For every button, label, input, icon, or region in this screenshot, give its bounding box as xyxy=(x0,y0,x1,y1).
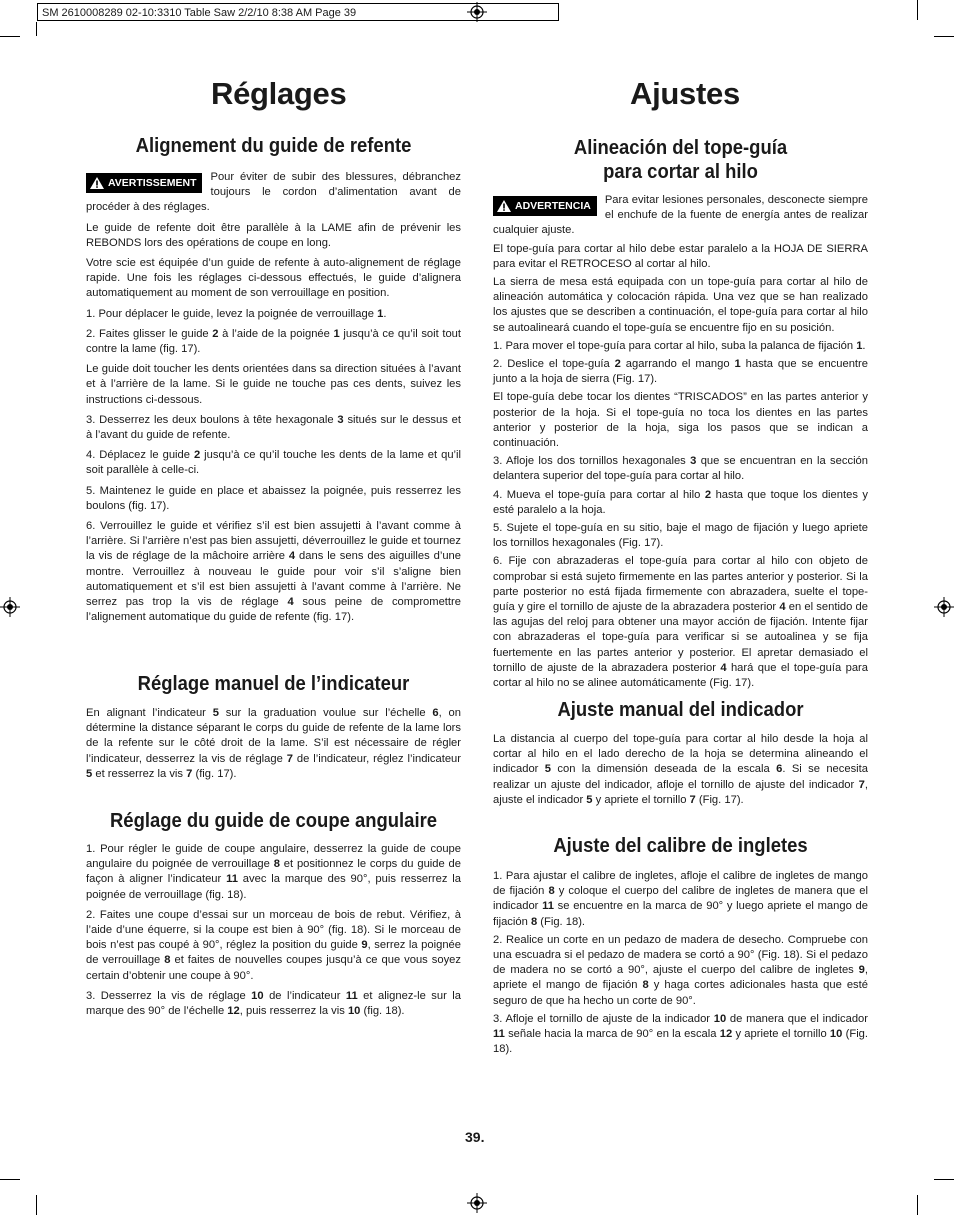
warning-triangle-icon xyxy=(497,200,511,212)
section-heading-fr-2: Réglage manuel de l’indicateur xyxy=(137,672,410,695)
registration-mark-icon xyxy=(467,2,487,22)
section-heading-fr-3: Réglage du guide de coupe angulaire xyxy=(109,809,438,832)
section-body-fr-3 xyxy=(86,842,461,1019)
paragraph: 2. Faites une coupe d’essai sur un morceau de bois de rebut. Vérifiez, à l’aide d’une équerre, si la coupe est bien à 90° (fig. 18). Si le morceau de bois n’est pas coupé à 90°, réglez la position du guide 9, serrez la poignée de verrouillage 8 et faites de nouvelles coupes jusqu’à ce que vous soyez certain d’obtenir une coupe à 90°. xyxy=(86,908,461,982)
registration-mark-icon xyxy=(0,597,20,617)
crop-mark xyxy=(0,1179,20,1180)
paragraph: 4. Déplacez le guide 2 jusqu’à ce qu’il touche les dents de la lame et qu’il soit parallèle à celle-ci. xyxy=(86,449,462,477)
section-body-fr-1 xyxy=(86,170,461,625)
section-body-fr-2 xyxy=(86,706,461,782)
page-title-fr: Réglages xyxy=(211,76,347,111)
print-slug: SM 2610008289 02-10:3310 Table Saw 2/2/10 8:38 AM Page 39 xyxy=(37,3,559,21)
crop-mark xyxy=(934,1179,954,1180)
crop-mark xyxy=(917,0,918,20)
paragraph: Votre scie est équipée d’un guide de refente à auto-alignement de réglage rapide. Une fois les réglages ci-dessous effectués, le guide d’alignera automatiquement au moment de son verrouillage en position. xyxy=(86,257,461,300)
paragraph: 6. Fije con abrazaderas el tope-guía para cortar al hilo con objeto de comprobar si está sujeto firmemente en las partes anterior y posterior. Si la parte posterior no está fijada firmemente con abrazadera, suelte el tope-guía y gire el tornillo de ajuste de la abrazadera posterior 4 en el sentido de las agujas del reloj para obtener una mayor acción de fijación. Intente fijar con abrazaderas el tope-guía para verificar si se autoalinea y se fija fuertemente en las partes anterior y posterior. El apretar demasiado el tornillo de ajuste de la abrazadera posterior 4 hará que el tope-guía para cortar al hilo no se alinee automáticamente (Fig. 17). xyxy=(493,555,869,690)
paragraph: Le guide doit toucher les dents orientées dans sa direction situées à l’avant et à l’arrière de la lame. Si le guide ne touche pas ces dents, suivez les instructions ci-dessous. xyxy=(86,363,461,406)
warning-triangle-icon xyxy=(90,177,104,189)
paragraph: 3. Afloje el tornillo de ajuste de la indicador 10 de manera que el indicador 11 señale hacia la marca de 90° en la escala 12 y apriete el tornillo 10 (Fig. 18). xyxy=(493,1012,869,1056)
crop-mark xyxy=(934,36,954,37)
section-heading-es-2: Ajuste manual del indicador xyxy=(557,698,804,721)
page-number: 39. xyxy=(465,1129,485,1145)
paragraph: 3. Desserrez les deux boulons à tête hexagonale 3 situés sur le dessus et à l’avant du guide de refente. xyxy=(86,413,461,442)
section-body-es-2 xyxy=(493,732,868,808)
paragraph: 4. Mueva el tope-guía para cortar al hilo 2 hasta que toque los dientes y esté paralelo a la hoja. xyxy=(493,488,868,516)
paragraph: El tope-guía debe tocar los dientes “TRISCADOS” en las partes anterior y posterior de la hoja. Si el tope-guía no toca los dientes en las partes anterior y posterior de la hoja, siga los pasos que se indican a continuación. xyxy=(493,391,868,450)
paragraph: 2. Realice un corte en un pedazo de madera de desecho. Compruebe con una escuadra si el pedazo de madera se cortó a 90° (Fig. 18). Si el pedazo de madera no se cortó a 90°, ajuste el cuerpo del calibre de ingletes 9, apriete el mango de fijación 8 y haga cortes adicionales hasta que esté seguro de que ha hecho un corte de 90°. xyxy=(493,933,868,1007)
warning-badge xyxy=(493,196,597,216)
warning-text: Para evitar lesiones personales, desconecte siempre el enchufe de la fuente de energía antes de realizar cualquier ajuste. xyxy=(493,194,868,237)
paragraph: 5. Maintenez le guide en place et abaissez la poignée, puis resserrez les boulons (fig. 17). xyxy=(86,484,461,512)
crop-mark xyxy=(36,1195,37,1215)
warning-text: Pour éviter de subir des blessures, débranchez toujours le cordon d’alimentation avant de procéder à des réglages. xyxy=(86,171,461,214)
warning-label: ADVERTENCIA xyxy=(515,200,591,212)
section-body-es-1 xyxy=(493,193,868,691)
paragraph: 3. Afloje los dos tornillos hexagonales 3 que se encuentran en la sección delantera superior del tope-guía para cortar al hilo. xyxy=(493,455,868,483)
section-heading-es-3: Ajuste del calibre de ingletes xyxy=(553,834,808,857)
page-title-es: Ajustes xyxy=(630,76,740,111)
paragraph: 1. Pour déplacer le guide, levez la poignée de verrouillage 1. xyxy=(86,307,387,320)
paragraph: 1. Para mover el tope-guía para cortar al hilo, suba la palanca de fijación 1. xyxy=(493,339,866,352)
paragraph: 2. Faites glisser le guide 2 à l’aide de la poignée 1 jusqu’à ce qu’il soit tout contre la lame (fig. 17). xyxy=(86,327,462,356)
warning-badge xyxy=(86,173,202,193)
crop-mark xyxy=(0,36,20,37)
warning-label: AVERTISSEMENT xyxy=(108,177,197,189)
paragraph: 5. Sujete el tope-guía en su sitio, baje el mago de fijación y luego apriete los tornillos hexagonales (Fig. 17). xyxy=(493,522,868,550)
crop-mark xyxy=(917,1195,918,1215)
paragraph: La distancia al cuerpo del tope-guía para cortar al hilo desde la hoja al cortar al hilo en el lado derecho de la hoja se determina alineando el indicador 5 con la dimensión deseada de la escala 6. Si se necesita realizar un ajuste del indicador, afloje el tornillo de ajuste del indicador 7, ajuste el indicador 5 y apriete el tornillo 7 (Fig. 17). xyxy=(493,733,868,806)
paragraph: 6. Verrouillez le guide et vérifiez s’il est bien assujetti à l’avant comme à l’arrière. Si l’arrière n’est pas bien assujetti, déverrouillez le guide et tournez la vis de réglage de la mâchoire arrière 4 dans le sens des aiguilles d’une montre. Verrouillez à nouveau le guide pour voir s’il s’aligne bien automatiquement et s’il est bien assujetti à l’avant comme à l’arrière. Ne serrez pas trop la vis de réglage 4 sous peine de compromettre l’alignement automatique du guide de refente (fig. 17). xyxy=(86,520,461,624)
paragraph: 2. Deslice el tope-guía 2 agarrando el mango 1 hasta que se encuentre junto a la hoja de sierra (Fig. 17). xyxy=(493,358,868,386)
paragraph: 1. Para ajustar el calibre de ingletes, afloje el calibre de ingletes de mango de fijación 8 y coloque el cuerpo del calibre de ingletes de manera que el indicador 11 se encuentre en la marca de 90° y luego apriete el mango de fijación 8 (Fig. 18). xyxy=(493,870,868,928)
section-heading-es-1 xyxy=(512,136,850,184)
registration-mark-icon xyxy=(934,597,954,617)
paragraph: Le guide de refente doit être parallèle à la LAME afin de prévenir les REBONDS lors des opérations de coupe en long. xyxy=(86,221,461,249)
heading-line: para cortar al hilo xyxy=(603,160,758,183)
paragraph: La sierra de mesa está equipada con un tope-guía para cortar al hilo de alineación automática y colocación rápida. Una vez que se han realizado los ajustes que se describen a continuación, el tope-guía para cortar al hilo se autoalineará cuando el tope-guía se encuentre fijo en su posición. xyxy=(493,276,868,334)
paragraph: En alignant l’indicateur 5 sur la graduation voulue sur l’échelle 6, on détermine la distance séparant le corps du guide de refente de la lame lors de la refente sur le côté droit de la lame. S’il est nécessaire de régler l’indicateur, desserrez la vis de réglage 7 de l’indicateur, réglez l’indicateur 5 et resserrez la vis 7 (fig. 17). xyxy=(86,707,461,780)
paragraph: 1. Pour régler le guide de coupe angulaire, desserrez la guide de coupe angulaire du poignée de verrouillage 8 et positionnez le corps du guide de façon à aligner l’indicateur 11 avec la marque des 90°, puis resserrez la poignée de verrouillage (fig. 18). xyxy=(86,843,462,901)
heading-line: Alineación del tope-guía xyxy=(573,136,788,159)
registration-mark-icon xyxy=(467,1193,487,1213)
paragraph: 3. Desserrez la vis de réglage 10 de l’indicateur 11 et alignez-le sur la marque des 90° de l’échelle 12, puis resserrez la vis 10 (fig. 18). xyxy=(86,989,462,1018)
section-body-es-3 xyxy=(493,869,868,1057)
crop-mark xyxy=(36,22,37,36)
section-heading-fr-1: Alignement du guide de refente xyxy=(135,134,412,157)
paragraph: El tope-guía para cortar al hilo debe estar paralelo a la HOJA DE SIERRA para evitar el RETROCESO al cortar al hilo. xyxy=(493,242,868,270)
